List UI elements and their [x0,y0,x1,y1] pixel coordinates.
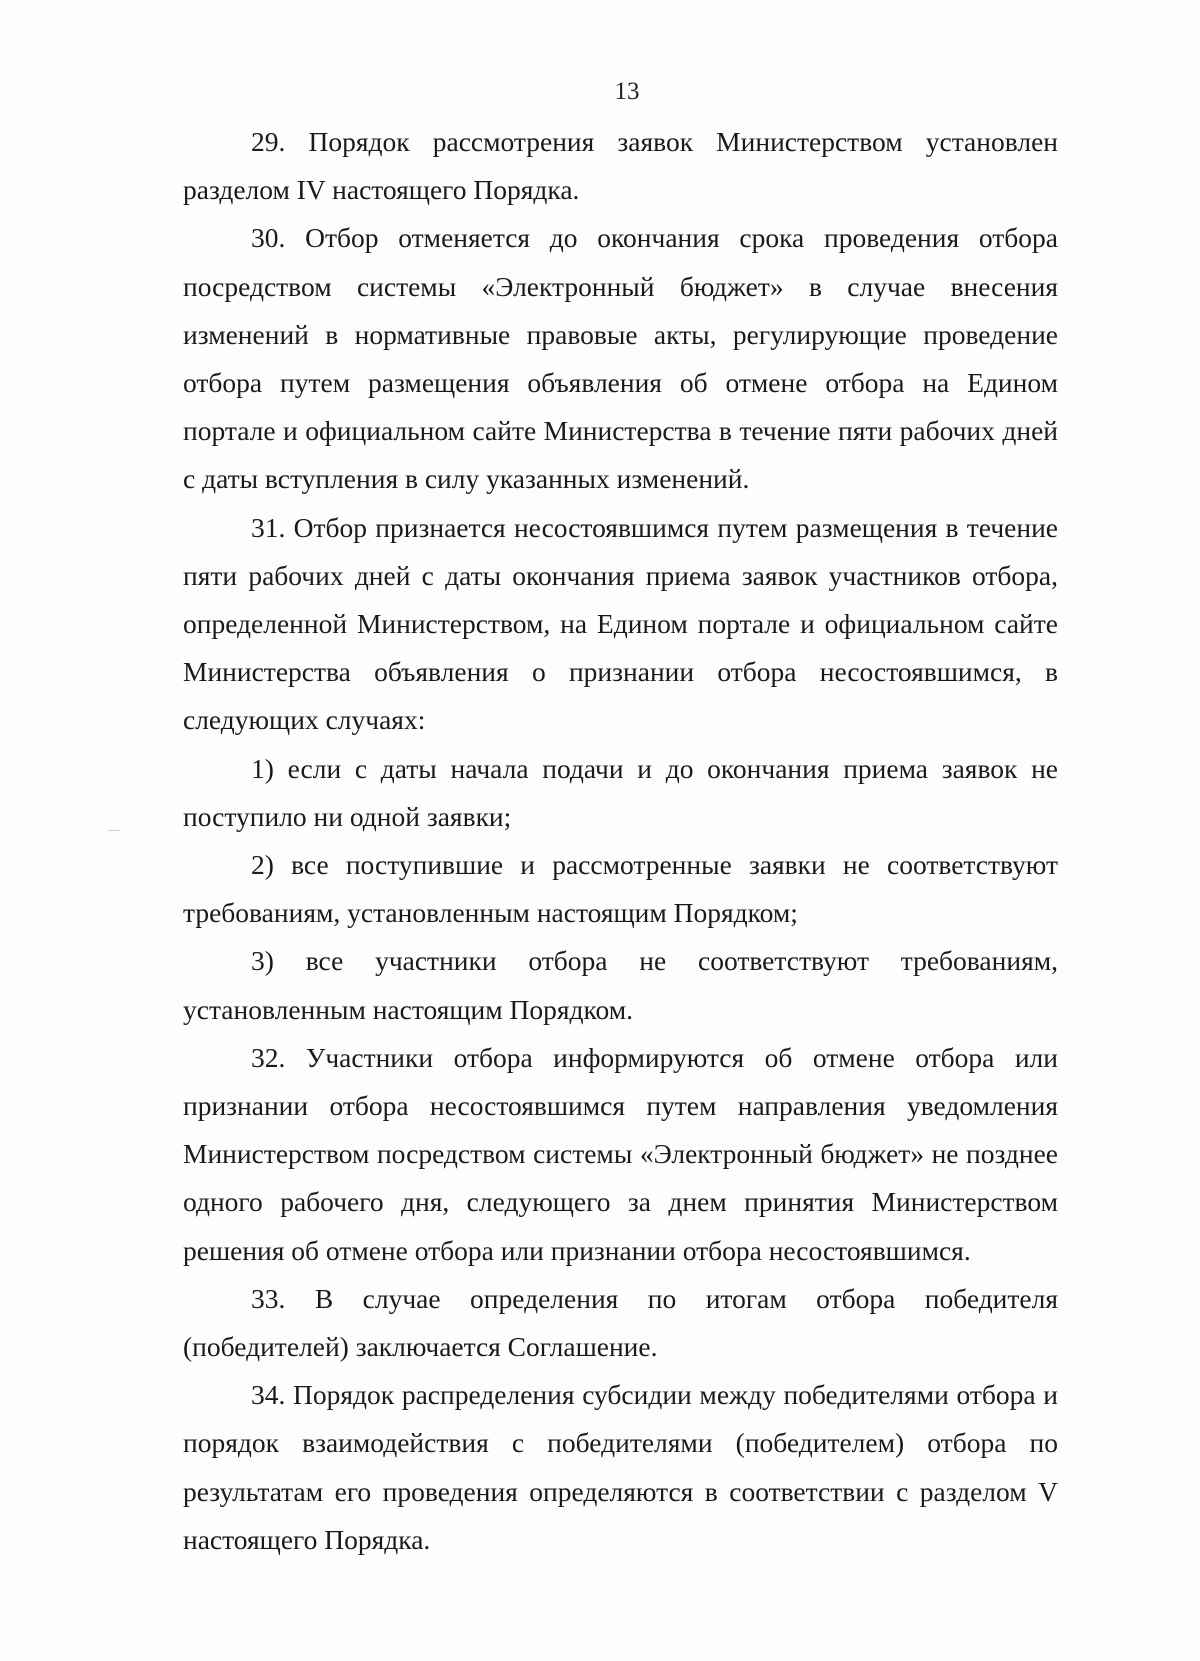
paragraph-32: 32. Участники отбора информируются об отмене отбора или признании отбора несостоявшимся путем направления уведомления Министерством посредством системы «Электронный бюджет» не позднее одного рабочего дня, следующего за днем принятия Министерством решения об отмене отбора или признании отбора несостоявшимся. [183,1041,1058,1266]
paragraph-33: 33. В случае определения по итогам отбора победителя (победителей) заключается Соглашение. [183,1282,1058,1363]
paragraph-31: 31. Отбор признается несостоявшимся путем размещения в течение пяти рабочих дней с даты окончания приема заявок участников отбора, определенной Министерством, на Едином портале и официальном сайте Министерства объявления о признании отбора несостоявшимся, в следующих случаях: [183,511,1058,736]
paragraph-34: 34. Порядок распределения субсидии между победителями отбора и порядок взаимодействия с победителями (победителем) отбора по результатам его проведения определяются в соответствии с разделом V настоящего Порядка. [183,1379,1058,1555]
paragraph-29: 29. Порядок рассмотрения заявок Министерством установлен разделом IV настоящего Порядка. [183,126,1058,206]
scan-mark [108,830,120,831]
document-body [183,118,1058,1564]
list-item-3: 3) все участники отбора не соответствуют требованиям, установленным настоящим Порядком. [183,945,1058,1025]
list-item-1: 1) если с даты начала подачи и до окончания приема заявок не поступило ни одной заявки; [183,752,1058,832]
paragraph-30: 30. Отбор отменяется до окончания срока проведения отбора посредством системы «Электронный бюджет» в случае внесения изменений в нормативные правовые акты, регулирующие проведение отбора путем размещения объявления об отмене отбора на Едином портале и официальном сайте Министерства в течение пяти рабочих дней с даты вступления в силу указанных изменений. [183,222,1058,495]
page-number: 13 [614,78,640,105]
list-item-2: 2) все поступившие и рассмотренные заявки не соответствуют требованиям, установленным настоящим Порядком; [183,849,1058,929]
